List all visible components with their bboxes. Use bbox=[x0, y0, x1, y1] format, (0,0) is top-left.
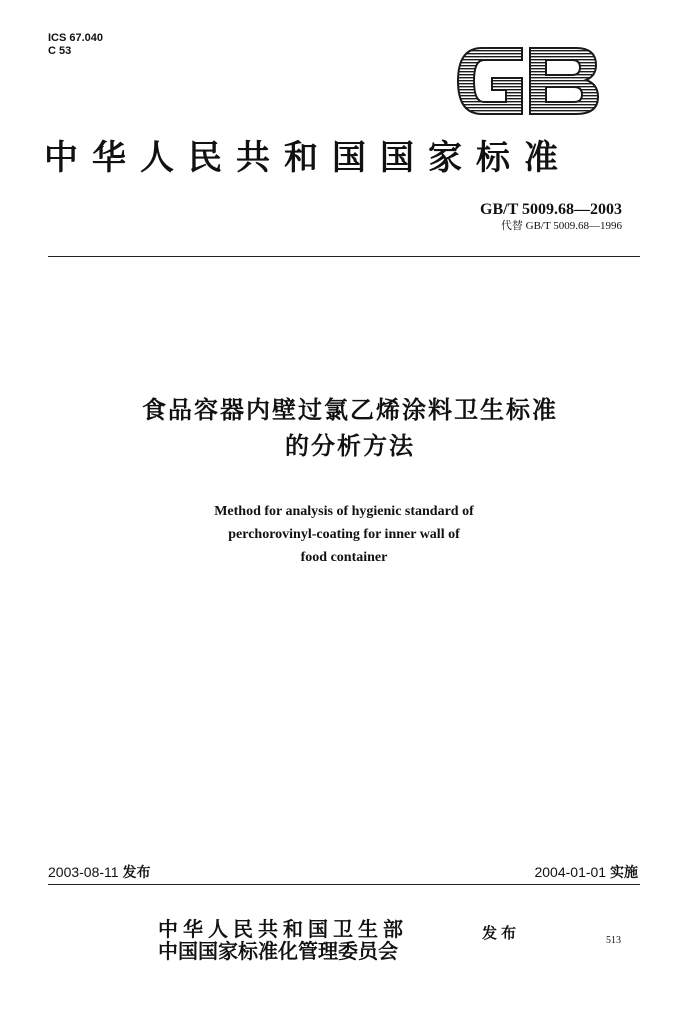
standard-header: 中华人民共和国国家标准 bbox=[44, 138, 572, 178]
publish-label: 发布 bbox=[482, 924, 521, 942]
standard-number-block bbox=[480, 200, 622, 233]
header-divider bbox=[48, 256, 640, 257]
issue-date: 2003-08-11 bbox=[48, 864, 119, 880]
ics-code: ICS 67.040 bbox=[48, 32, 104, 44]
issue-date-block bbox=[48, 862, 150, 882]
standard-number: GB/T 5009.68—2003 bbox=[480, 201, 622, 218]
document-title-cn bbox=[0, 392, 700, 464]
page-number: 513 bbox=[606, 935, 621, 946]
footer-divider bbox=[48, 884, 640, 885]
title-en-line3: food container bbox=[300, 550, 388, 565]
replaces-standard: 代替 GB/T 5009.68—1996 bbox=[500, 220, 622, 232]
gb-logo-icon bbox=[452, 44, 602, 118]
gb-logo bbox=[452, 44, 602, 118]
classification-codes bbox=[48, 32, 103, 58]
title-en-line2: perchorovinyl-coating for inner wall of bbox=[228, 527, 460, 542]
issue-label: 发布 bbox=[122, 864, 151, 880]
title-cn-line2: 的分析方法 bbox=[285, 432, 415, 460]
document-title-en bbox=[0, 500, 688, 569]
implement-date: 2004-01-01 bbox=[534, 864, 607, 880]
title-cn-line1: 食品容器内壁过氯乙烯涂料卫生标准 bbox=[142, 396, 558, 424]
implement-label: 实施 bbox=[610, 864, 638, 880]
issuing-authorities bbox=[158, 918, 408, 962]
issuer-ministry: 中华人民共和国卫生部 bbox=[158, 917, 408, 941]
title-en-line1: Method for analysis of hygienic standard of bbox=[214, 504, 474, 519]
issuer-sac: 中国国家标准化管理委员会 bbox=[158, 939, 398, 963]
implement-date-block bbox=[534, 862, 638, 882]
ccs-code: C 53 bbox=[48, 45, 72, 57]
